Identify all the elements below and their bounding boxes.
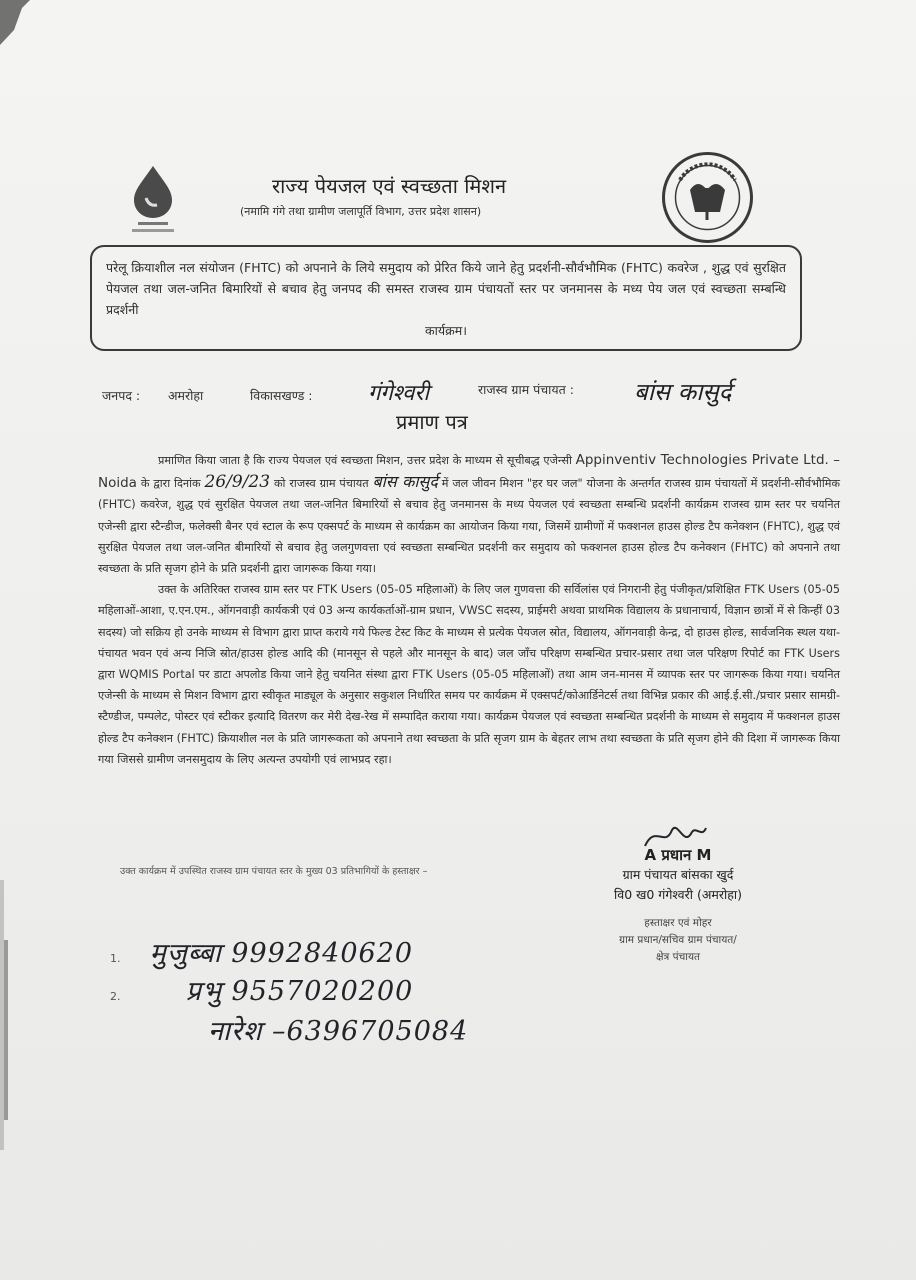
district-value: अमरोहा xyxy=(168,388,204,403)
block-value-handwritten: गंगेश्वरी xyxy=(368,381,430,406)
list-item: नारेश –6396705084 xyxy=(208,1016,469,1047)
certificate-body xyxy=(98,450,840,770)
stamp-line-2: वि0 ख0 गंगेश्वरी (अमरोहा) xyxy=(614,887,742,902)
list-item: 2. प्रभु 9557020200 xyxy=(110,976,414,1007)
panchayat-handwritten: बांस कासुर्द xyxy=(372,472,438,492)
panchayat-value-handwritten: बांस कासुर्द xyxy=(634,378,732,406)
sign-label: हस्ताक्षर एवं मोहर xyxy=(644,917,712,929)
stamp-line-1: ग्राम पंचायत बांसका खुर्द xyxy=(622,867,734,882)
mission-title: राज्य पेयजल एवं स्वच्छता मिशन xyxy=(272,174,507,198)
program-notice-box xyxy=(90,245,802,351)
scan-edge-marks xyxy=(0,880,10,1150)
mission-subtitle: (नमामि गंगे तथा ग्रामीण जलापूर्ति विभाग, उत्तर प्रदेश शासन) xyxy=(240,205,482,218)
certificate-heading: प्रमाण पत्र xyxy=(396,410,468,434)
page-corner-shadow xyxy=(0,0,30,45)
sign-designation: ग्राम प्रधान/सचिव ग्राम पंचायत/ xyxy=(619,934,737,946)
water-mission-logo xyxy=(118,160,188,240)
list-item: 1. मुजुब्बा 9992840620 xyxy=(110,938,414,969)
date-handwritten: 26/9/23 xyxy=(204,472,271,493)
signature-block xyxy=(588,845,768,966)
panchayat-label: राजस्व ग्राम पंचायत : xyxy=(478,382,574,397)
district-label: जनपद : xyxy=(102,388,141,403)
paragraph-2: उक्त के अतिरिक्त राजस्व ग्राम स्तर पर FTK Users (05-05 महिलाओं) के लिए जल गुणवत्ता की सर्विलांस एवं निगरानी हेतु पंजीकृत/प्रशिक्षित FTK Users (05-05 महिलाओं-आशा, ए.एन.एम., ऑगनवाड़ी कार्यकत्री एवं 03 अन्य कार्यकर्ताओं-ग्राम प्रधान, VWSC सदस्य, प्राईमरी अथवा प्राथमिक विद्यालय के प्रधानाचार्य, विज्ञान छात्रों में से किन्हीं 03 सदस्य) जो सक्रिय हो उनके माध्यम से विभाग द्वारा प्राप्त कराये गये फिल्ड टेस्ट किट के माध्यम से प्रत्येक पेयजल स्रोत, विद्यालय, ऑगनवाड़ी केन्द्र, दो हाउस होल्ड, सार्वजनिक स्थल यथा-पंचायत भवन एवं अन्य निजि स्रोत/हाउस होल्ड आदि की (मानसून से पहले और मानसून के बाद) जल जाँच परिक्षण सम्बन्धित प्रचार-प्रसार तथा जल परिक्षण रिपोर्ट का FTK Users द्वारा WQMIS Portal पर डाटा अपलोड किया जाने हेतु चयनित संस्था द्वारा FTK Users (05-05 महिलाओं) तथा आम जन-मानस में व्यापक स्तर पर जागरूक किया गया। चयनित एजेन्सी के माध्यम से मिशन विभाग द्वारा स्वीकृत माड्यूल के अनुसार सकुशल निर्धारित समय पर कार्यक्रम में एक्सपर्ट/कोआर्डिनेटर्स तथा विभिन्न प्रकार की आई.ई.सी./प्रचार प्रसार सामग्री-स्टैण्डीज, पम्पलेट, पोस्टर एवं स्टीकर इत्यादि वितरण कर मेरी देख-रेख में सम्पादित कराया गया। कार्यक्रम पेयजल एवं स्वच्छता सम्बन्धित प्रदर्शनी के माध्यम से समुदाय में फक्शनल हाउस होल्ड टैप कनेक्शन (FHTC) क्रियाशील नल के प्रति जागरूकता को अपनाने तथा स्वच्छता के प्रति सृजग ग्राम के बेहतर लाभ तथा स्वच्छता के प्रति सृजग होने की दिशा में जागरूक किया गया जिससे ग्रामीण जनसमुदाय के लिए अत्यन्त उपयोगी एवं लाभप्रद रहा। xyxy=(98,583,840,766)
sign-designation-2: क्षेत्र पंचायत xyxy=(655,951,701,963)
up-government-seal xyxy=(660,150,755,245)
notice-text: परेलू क्रियाशील नल संयोजन (FHTC) को अपनाने के लिये समुदाय को प्रेरित किये जाने हेतु प्रदर्शनी-सौर्वभौमिक (FHTC) कवरेज , शुद्ध एवं सुरक्षित पेयजल तथा जल-जनित बिमारियों से बचाव हेतु जनपद की समस्त राजस्व ग्राम पंचायतों स्तर पर जनमानस के मध्य पेय जल एवं स्वच्छता सम्बन्धि प्रदर्शनी xyxy=(106,260,786,317)
block-label: विकासखण्ड : xyxy=(250,388,313,403)
agency-name: Appinventiv Technologies Private Ltd. – Noida xyxy=(98,452,840,492)
notice-text-end: कार्यक्रम। xyxy=(425,323,467,338)
paragraph-1: प्रमाणित किया जाता है कि राज्य पेयजल एवं स्वच्छता मिशन, उत्तर प्रदेश के माध्यम से सूचीबद्ध एजेन्सी Appinventiv Technologies Private Ltd. – Noida के द्वारा दिनांक 26/9/23 को राजस्व ग्राम पंचायत बांस कासुर्द में जल जीवन मिशन "हर घर जल" योजना के अन्तर्गत राजस्व ग्राम पंचायतों में प्रदर्शनी-सौर्वभौमिक (FHTC) कवरेज, शुद्ध एवं सुरक्षित पेयजल तथा जल-जनित बिमारियों से बचाव हेतु जनमानस के मध्य पेयजल एवं स्वच्छता सम्बन्धि प्रदर्शनी कार्यक्रम राजस्व ग्राम स्तर पर चयनित एजेन्सी द्वारा स्टैन्डीज, फलेक्सी बैनर एवं स्टाल के रूप एक्सपर्ट के माध्यम से कार्यक्रम का आयोजन किया गया, जिसमें ग्रामीणों में फक्शनल हाउस होल्ड टैप कनेक्शन (FHTC), शुद्ध एवं सुरक्षित पेयजल तथा जल-जनित बीमारियों से बचाव हेतु जलगुणवत्ता एवं स्वच्छता सम्बन्धित प्रदर्शनी कर समुदाय को फक्शनल हाउस होल्ड टैप कनेक्शन (FHTC) को अपनाने तथा स्वच्छता के प्रति सृजग होने के प्रति प्रदर्शनी द्वारा जागरूक किया गया। xyxy=(98,452,841,576)
attendees-note: उक्त कार्यक्रम में उपस्थित राजस्व ग्राम पंचायत स्तर के मुख्य 03 प्रतिभागियों के हस्ताक्षर – xyxy=(120,866,428,877)
signatory-name: A प्रधान M xyxy=(644,846,712,864)
